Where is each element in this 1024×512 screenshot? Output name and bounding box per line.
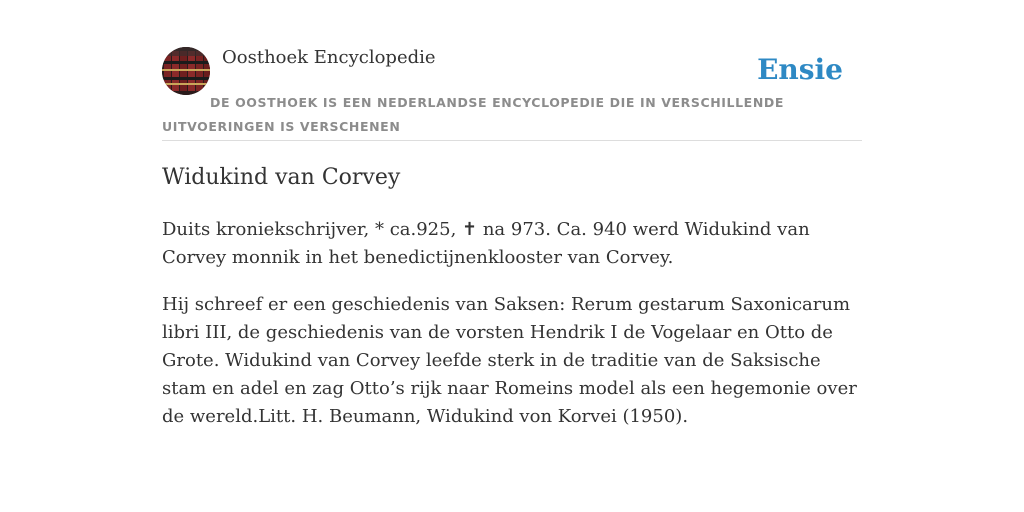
article-paragraph: Duits kroniekschrijver, * ca.925, ✝ na 973. Ca. 940 werd Widukind van Corvey monnik in het benedictijnenklooster van Corvey.	[162, 219, 810, 268]
source-title[interactable]: Oosthoek Encyclopedie	[222, 47, 436, 68]
article-body	[162, 216, 862, 431]
article	[162, 162, 862, 431]
source-description: DE OOSTHOEK IS EEN NEDERLANDSE ENCYCLOPEDIE DIE IN VERSCHILLENDE UITVOERINGEN IS VERSCHENEN	[162, 95, 784, 134]
source-avatar[interactable]	[162, 47, 210, 95]
ensie-logo[interactable]: Ensie	[757, 53, 843, 86]
encyclopedia-books-icon	[162, 47, 210, 95]
article-title: Widukind van Corvey	[162, 165, 401, 190]
article-paragraph: Hij schreef er een geschiedenis van Saksen: Rerum gestarum Saxonicarum libri III, de geschiedenis van de vorsten Hendrik I de Vogelaar en Otto de Grote. Widukind van Corvey leefde sterk in de traditie van de Saksische stam en adel en zag Otto’s rijk naar Romeins model als een hegemonie over de wereld.Litt. H. Beumann, Widukind von Korvei (1950).	[162, 294, 857, 427]
source-header	[162, 46, 862, 141]
